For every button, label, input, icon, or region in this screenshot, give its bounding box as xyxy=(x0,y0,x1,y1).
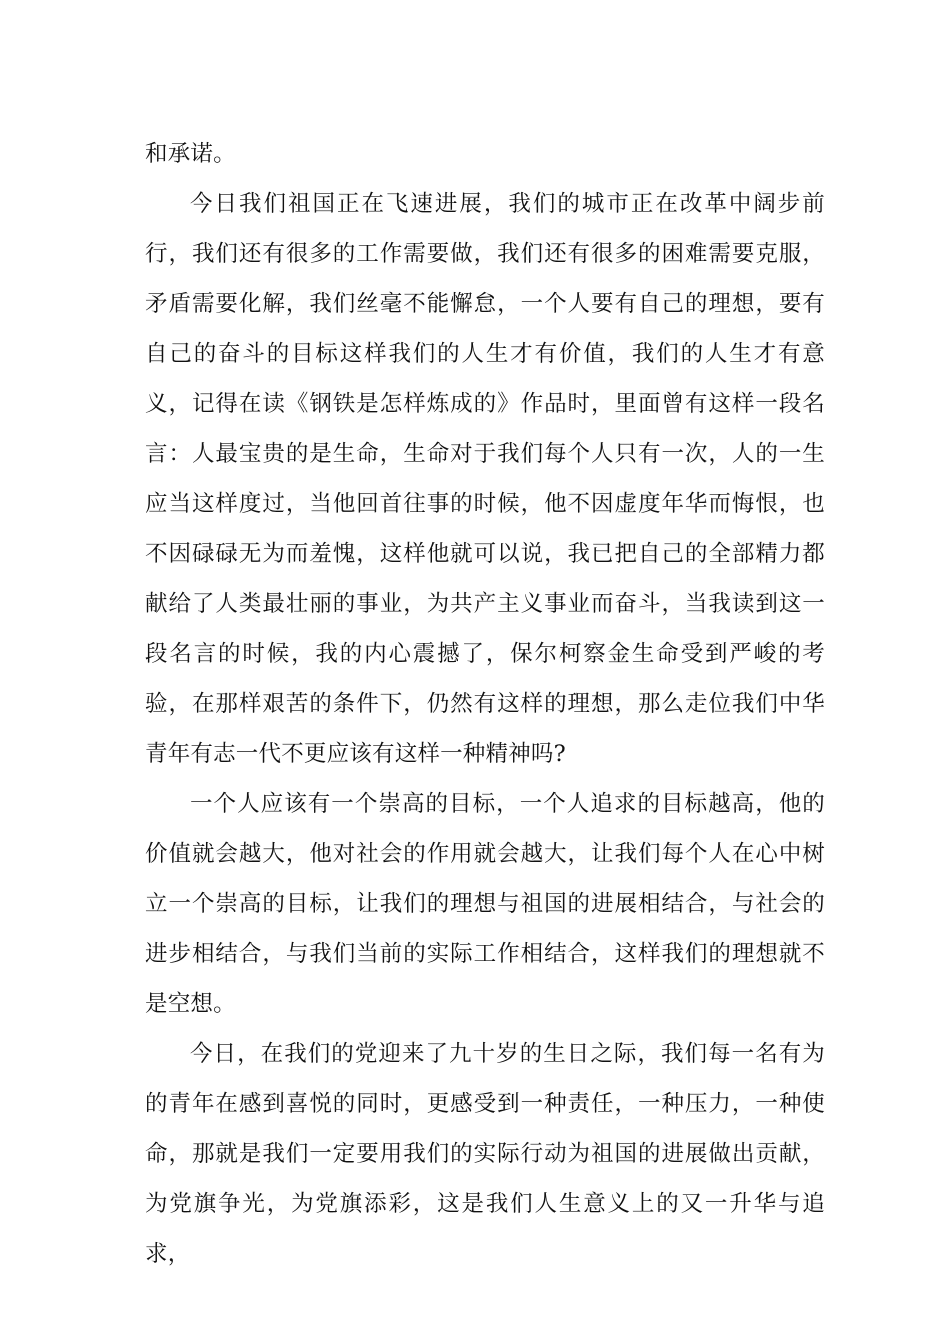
paragraph: 今日我们祖国正在飞速进展，我们的城市正在改革中阔步前行，我们还有很多的工作需要做，我们还有很多的困难需要克服，矛盾需要化解，我们丝毫不能懈怠，一个人要有自己的理想，要有自己的奋斗的目标这样我们的人生才有价值，我们的人生才有意义，记得在读《钢铁是怎样炼成的》作品时，里面曾有这样一段名言：人最宝贵的是生命，生命对于我们每个人只有一次，人的一生应当这样度过，当他回首往事的时候，他不因虚度年华而悔恨，也不因碌碌无为而羞愧，这样他就可以说，我已把自己的全部精力都献给了人类最壮丽的事业，为共产主义事业而奋斗，当我读到这一段名言的时候，我的内心震撼了，保尔柯察金生命受到严峻的考验，在那样艰苦的条件下，仍然有这样的理想，那么走位我们中华青年有志一代不更应该有这样一种精神吗? xyxy=(145,191,825,767)
paragraph: 今日，在我们的党迎来了九十岁的生日之际，我们每一名有为的青年在感到喜悦的同时，更感受到一种责任，一种压力，一种使命，那就是我们一定要用我们的实际行动为祖国的进展做出贡献，为党旗争光，为党旗添彩，这是我们人生意义上的又一升华与追求， xyxy=(145,1041,825,1267)
paragraph-continuation: 和承诺。 xyxy=(145,141,236,167)
document-body xyxy=(145,129,825,1279)
paragraph: 一个人应该有一个崇高的目标，一个人追求的目标越高，他的价值就会越大，他对社会的作用就会越大，让我们每个人在心中树立一个崇高的目标，让我们的理想与祖国的进展相结合，与社会的进步相结合，与我们当前的实际工作相结合，这样我们的理想就不是空想。 xyxy=(145,791,825,1017)
